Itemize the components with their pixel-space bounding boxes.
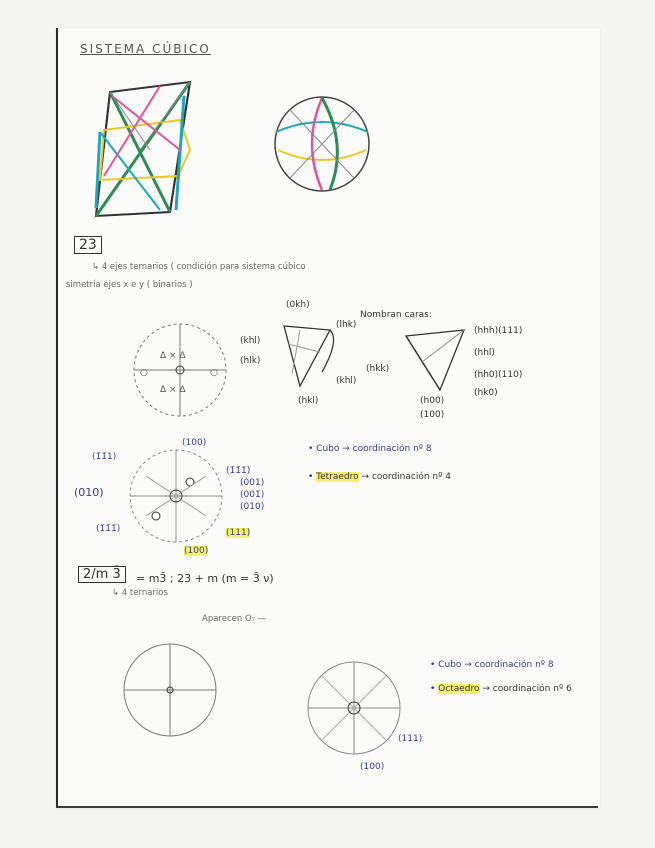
svg-text:Δ × Δ: Δ × Δ: [160, 351, 186, 361]
stereo1-label-3: (1̄1̄1̄): [96, 524, 121, 534]
page-title: SISTEMA CÚBICO: [80, 42, 211, 56]
stereo1-label-4: (1̄1̄1̄): [226, 466, 251, 476]
svg-text:Δ × Δ: Δ × Δ: [160, 385, 186, 395]
stereo1-label-1: (1̄1̄1): [92, 452, 117, 462]
note1-cubo: • Cubo → coordinación nº 8: [308, 444, 432, 454]
stereo1-label-7: (010): [240, 502, 265, 512]
forms-label-2: (hh0)(110): [474, 370, 523, 380]
forms-label-1: (hhl): [474, 348, 495, 358]
forms-triangle-sketch: [406, 330, 464, 390]
stereo2-label-1: (100): [360, 762, 385, 772]
triangle-form-sketch: [284, 326, 334, 386]
section1-line1: ↳ 4 ejes ternarios ( condición para sistema cúbico: [92, 262, 306, 272]
triangle-label-3: (hlk): [240, 356, 261, 366]
forms-heading: Nombran caras:: [360, 310, 432, 320]
stereo1-label-6: (001̄): [240, 490, 265, 500]
svg-text:○: ○: [210, 368, 218, 378]
stereo1-label-9: (100): [184, 546, 209, 556]
stereo1-label-8: (111): [226, 528, 251, 538]
box-2m3: 2/m 3̄: [78, 566, 126, 583]
cube-drawing: [96, 82, 190, 216]
box-23: 23: [74, 236, 102, 254]
stereo2-label-0: (111): [398, 734, 423, 744]
stereo1-label-2: (010): [74, 486, 104, 499]
section1-line2: simetría ejes x e y ( binarios ): [66, 280, 193, 290]
forms-label-6: (100): [420, 410, 445, 420]
stereogram-23: [134, 324, 226, 416]
forms-label-3: (hk0): [474, 388, 498, 398]
section2-appear: Aparecen O₇ —: [202, 614, 267, 624]
stereo1-label-0: (100): [182, 438, 207, 448]
forms-label-0: (hhh)(111): [474, 326, 523, 336]
section2-equation: = m3̄ ; 23 + m (m = 3̄ ν): [136, 572, 274, 585]
stereogram-23-labeled: [130, 450, 222, 542]
stereogram-m3: [124, 644, 216, 736]
sphere-drawing: [275, 97, 369, 191]
triangle-label-1: (lhk): [336, 320, 357, 330]
forms-label-4: (hkk): [366, 364, 390, 374]
stereo1-label-5: (001): [240, 478, 265, 488]
svg-text:○: ○: [140, 368, 148, 378]
stereogram-m3-labeled: [308, 662, 400, 754]
note1-tetraedro: • Tetraedro → coordinación nº 4: [308, 472, 451, 482]
section2-sub: ↳ 4 ternarios: [112, 588, 168, 598]
note2-cubo: • Cubo → coordinación nº 8: [430, 660, 554, 670]
forms-label-5: (h00): [420, 396, 445, 406]
triangle-label-2: (khl): [240, 336, 261, 346]
triangle-label-0: (0kh): [286, 300, 310, 310]
note2-octaedro: • Octaedro → coordinación nº 6: [430, 684, 572, 694]
triangle-label-5: (hkl): [298, 396, 319, 406]
triangle-label-4: (khl): [336, 376, 357, 386]
